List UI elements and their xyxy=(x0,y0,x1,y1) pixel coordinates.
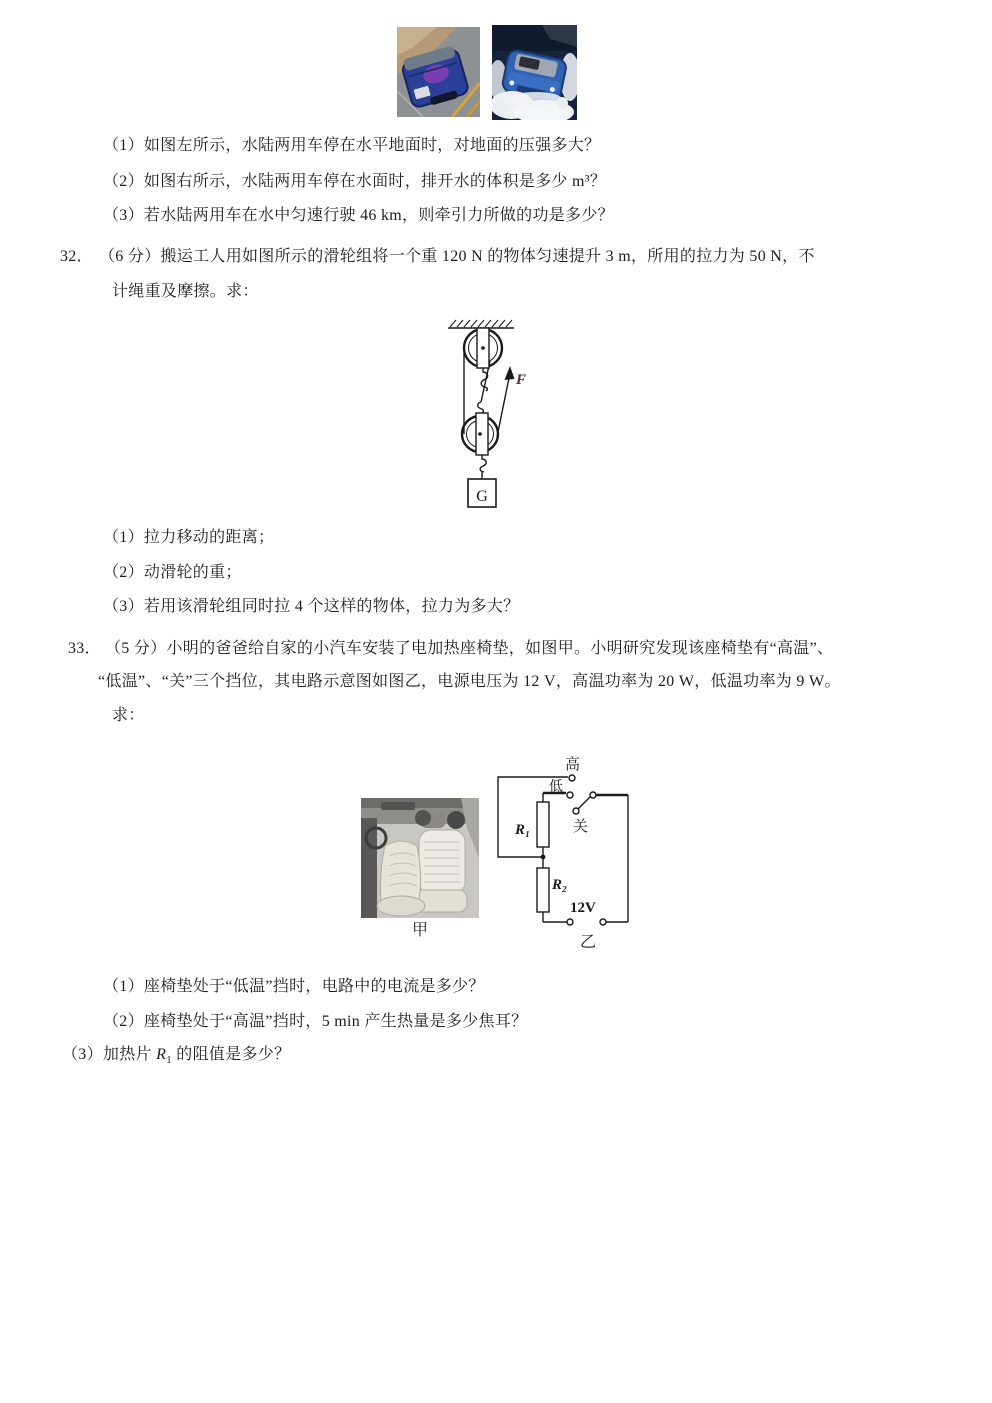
junction-dot xyxy=(541,855,546,860)
force-arrowhead xyxy=(505,366,515,380)
ceiling-hatching xyxy=(448,320,514,328)
photo-amphibious-car-on-water xyxy=(492,25,577,120)
resistor-r2-symbol xyxy=(537,868,549,912)
switch-blade-end xyxy=(573,808,579,814)
q33-item-3 xyxy=(62,1046,290,1069)
switch-off-label: 关 xyxy=(573,819,589,835)
figure-caption-jia: 甲 xyxy=(412,922,429,939)
photo-car-seat xyxy=(361,798,479,918)
figure-circuit-diagram xyxy=(488,746,648,954)
weight-label: G xyxy=(476,488,488,505)
switch-pivot xyxy=(590,792,596,798)
q33-number: 33． xyxy=(68,640,101,657)
q33-item-3-r-symbol: R xyxy=(156,1046,167,1063)
movable-pulley-bottom-hook xyxy=(480,455,486,472)
rope-pull-strand xyxy=(497,378,509,437)
battery-voltage-label: 12V xyxy=(570,900,596,916)
figure-pulley-system xyxy=(440,318,550,510)
q32-item-3: （3）若用该滑轮组同时拉 4 个这样的物体，拉力为多大？ xyxy=(103,598,520,615)
q33-stem-line-1: （5 分）小明的爸爸给自家的小汽车安装了电加热座椅垫，如图甲。小明研究发现该座椅垫有“高温”、 xyxy=(105,640,834,657)
figure-caption-yi: 乙 xyxy=(580,934,597,951)
q33-item-3-prefix: （3）加热片 xyxy=(62,1046,157,1063)
q31-item-2: （2）如图右所示，水陆两用车停在水面时，排开水的体积是多少 m³？ xyxy=(103,173,607,190)
terminal-low xyxy=(567,792,573,798)
q33-item-2: （2）座椅垫处于“高温”挡时，5 min 产生热量是多少焦耳？ xyxy=(103,1013,528,1030)
q32-item-2: （2）动滑轮的重； xyxy=(103,564,242,581)
battery-terminal-right xyxy=(600,919,606,925)
q33-item-3-suffix: 的阻值是多少？ xyxy=(172,1046,291,1063)
q33-stem-line-2: “低温”、“关”三个挡位，其电路示意图如图乙，电源电压为 12 V，高温功率为 20 W，低温功率为 9 W。 xyxy=(98,673,841,690)
movable-pulley-top-hook xyxy=(478,402,484,413)
movable-pulley-bracket xyxy=(476,413,488,455)
force-label: F xyxy=(516,372,527,388)
q33-item-3-r-subscript: 1 xyxy=(166,1054,172,1067)
switch-high-label: 高 xyxy=(565,757,581,773)
switch-low-label: 低 xyxy=(549,780,563,795)
resistor-r1-label: R₁ xyxy=(515,822,531,838)
terminal-high xyxy=(569,775,575,781)
resistor-r1-symbol xyxy=(537,802,549,847)
q32-item-1: （1）拉力移动的距离； xyxy=(103,529,275,546)
q31-item-1: （1）如图左所示，水陆两用车停在水平地面时，对地面的压强多大？ xyxy=(103,137,601,154)
q32-number: 32． xyxy=(60,248,93,265)
q32-stem-line-1: （6 分）搬运工人用如图所示的滑轮组将一个重 120 N 的物体匀速提升 3 m，所用的拉力为 50 N，不 xyxy=(99,248,815,265)
q31-item-3: （3）若水陆两用车在水中匀速行驶 46 km，则牵引力所做的功是多少？ xyxy=(103,207,614,224)
q32-stem-line-2: 计绳重及摩擦。求： xyxy=(112,283,259,300)
photo-amphibious-car-on-land xyxy=(397,27,480,117)
q33-item-1: （1）座椅垫处于“低温”挡时，电路中的电流是多少？ xyxy=(103,978,485,995)
resistor-r2-label: R₂ xyxy=(552,877,568,893)
q33-stem-line-3: 求： xyxy=(112,707,145,724)
switch-blade xyxy=(578,797,590,809)
battery-terminal-left xyxy=(567,919,573,925)
